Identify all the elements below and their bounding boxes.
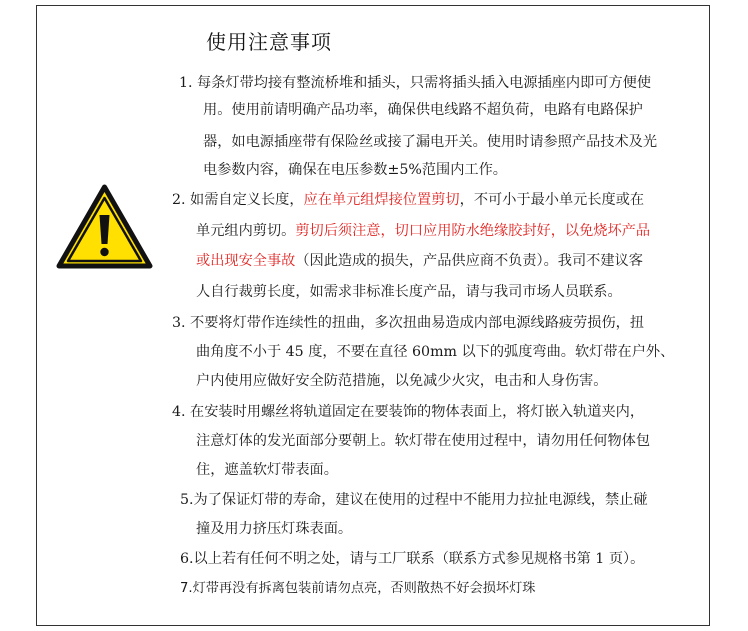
highlight-seal-warning: 剪切后须注意，切口应用防水绝缘胶封好，以免烧坏产品 bbox=[295, 223, 651, 239]
notice-item-1-line-4: 电参数内容，确保在电压参数±5%范围内工作。 bbox=[203, 162, 507, 178]
notice-item-2-line-4: 人自行裁剪长度，如需求非标准长度产品，请与我司市场人员联系。 bbox=[196, 284, 622, 300]
notice-item-4-line-2: 注意灯体的发光面部分要朝上。软灯带在使用过程中，请勿用任何物体包 bbox=[196, 433, 651, 449]
notice-item-2-line-1: 2. 如需自定义长度，应在单元组焊接位置剪切，不可小于最小单元长度或在 bbox=[172, 192, 645, 208]
notice-item-1-line-1: 1. 每条灯带均接有整流桥堆和插头，只需将插头插入电源插座内即可方便使 bbox=[179, 75, 652, 91]
notice-item-3-line-3: 户内使用应做好安全防范措施，以免减少火灾，电击和人身伤害。 bbox=[196, 373, 608, 389]
highlight-cut-position: 应在单元组焊接位置剪切 bbox=[303, 192, 460, 208]
notice-item-4-line-1: 4. 在安装时用螺丝将轨道固定在要装饰的物体表面上，将灯嵌入轨道夹内， bbox=[172, 404, 645, 420]
notice-item-2-line-3: 或出现安全事故（因此造成的损失，产品供应商不负责）。我司不建议客 bbox=[196, 253, 643, 269]
notice-item-1-line-2: 用。使用前请明确产品功率，确保供电线路不超负荷，电路有电路保护 bbox=[203, 102, 643, 118]
notice-item-7-line-1: 7.灯带再没有拆离包装前请勿点亮，否则散热不好会损坏灯珠 bbox=[180, 581, 536, 596]
highlight-safety-accident: 或出现安全事故 bbox=[196, 253, 296, 269]
notice-item-2-line-2: 单元组内剪切。剪切后须注意，切口应用防水绝缘胶封好，以免烧坏产品 bbox=[196, 223, 651, 239]
notice-item-5-line-2: 撞及用力挤压灯珠表面。 bbox=[196, 521, 353, 537]
notice-item-3-line-1: 3. 不要将灯带作连续性的扭曲，多次扭曲易造成内部电源线路疲劳损伤，扭 bbox=[172, 315, 645, 331]
notice-item-6-line-1: 6.以上若有任何不明之处，请与工厂联系（联系方式参见规格书第 1 页）。 bbox=[180, 551, 645, 567]
page-title: 使用注意事项 bbox=[206, 30, 332, 54]
notice-item-5-line-1: 5.为了保证灯带的寿命，建议在使用的过程中不能用力拉扯电源线，禁止碰 bbox=[180, 492, 648, 508]
notice-item-4-line-3: 住，遮盖软灯带表面。 bbox=[196, 462, 338, 478]
notice-item-1-line-3: 器，如电源插座带有保险丝或接了漏电开关。使用时请参照产品技术及光 bbox=[203, 134, 658, 150]
warning-triangle-icon bbox=[56, 184, 153, 270]
notice-item-3-line-2: 曲角度不小于 45 度，不要在直径 60mm 以下的弧度弯曲。软灯带在户外、 bbox=[196, 344, 675, 360]
